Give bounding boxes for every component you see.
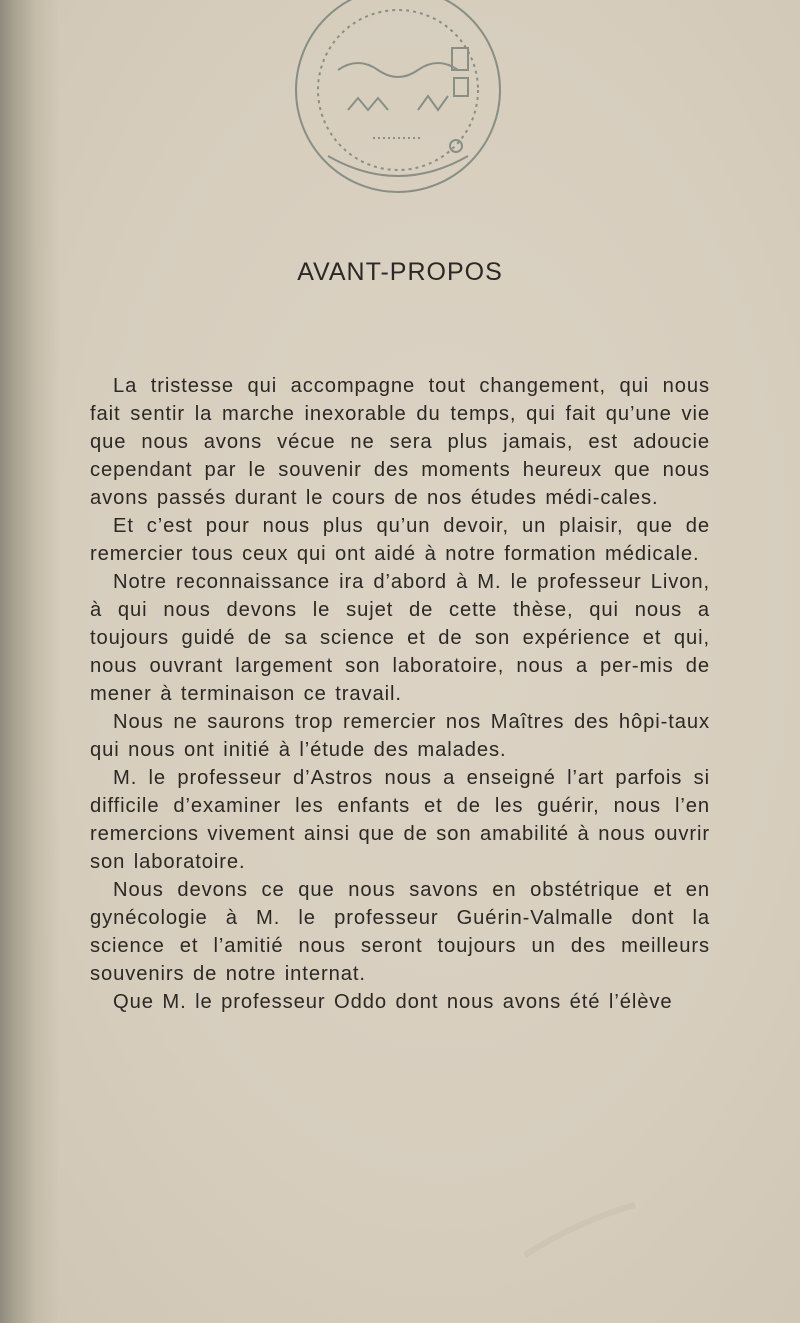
foreword-body bbox=[90, 372, 710, 1016]
paragraph-7: Que M. le professeur Oddo dont nous avons été l’élève bbox=[113, 991, 673, 1013]
paragraph-1: La tristesse qui accompagne tout changement, qui nous fait sentir la marche inexorable du temps, qui fait qu’une vie que nous avons vécue ne sera plus jamais, est adoucie cependant par le souvenir des moments heureux que nous avons passés durant le cours de nos études médi-cales. bbox=[90, 375, 710, 509]
paragraph-5: M. le professeur d’Astros nous a enseigné l’art parfois si difficile d’examiner les enfants et de les guérir, nous l’en remercions vivement ainsi que de son amabilité à nous ouvrir son laboratoire. bbox=[90, 767, 710, 873]
paragraph-2: Et c’est pour nous plus qu’un devoir, un plaisir, que de remercier tous ceux qui ont aidé à notre formation médicale. bbox=[90, 515, 710, 565]
paragraph-6: Nous devons ce que nous savons en obstétrique et en gynécologie à M. le professeur Guérin-Valmalle dont la science et l’amitié nous seront toujours un des meilleurs souvenirs de notre internat. bbox=[90, 879, 710, 985]
page-title: AVANT-PROPOS bbox=[297, 258, 503, 286]
library-stamp-seal-icon bbox=[268, 0, 528, 220]
paragraph-3: Notre reconnaissance ira d’abord à M. le professeur Livon, à qui nous devons le sujet de cette thèse, qui nous a toujours guidé de sa science et de son expérience et qui, nous ouvrant largement son laboratoire, nous a per-mis de mener à terminaison ce travail. bbox=[90, 571, 710, 705]
paragraph-4: Nous ne saurons trop remercier nos Maîtres des hôpi-taux qui nous ont initié à l’étude des malades. bbox=[90, 711, 710, 761]
page-binding-shadow bbox=[0, 0, 60, 1323]
paper-smudge bbox=[520, 1200, 640, 1260]
